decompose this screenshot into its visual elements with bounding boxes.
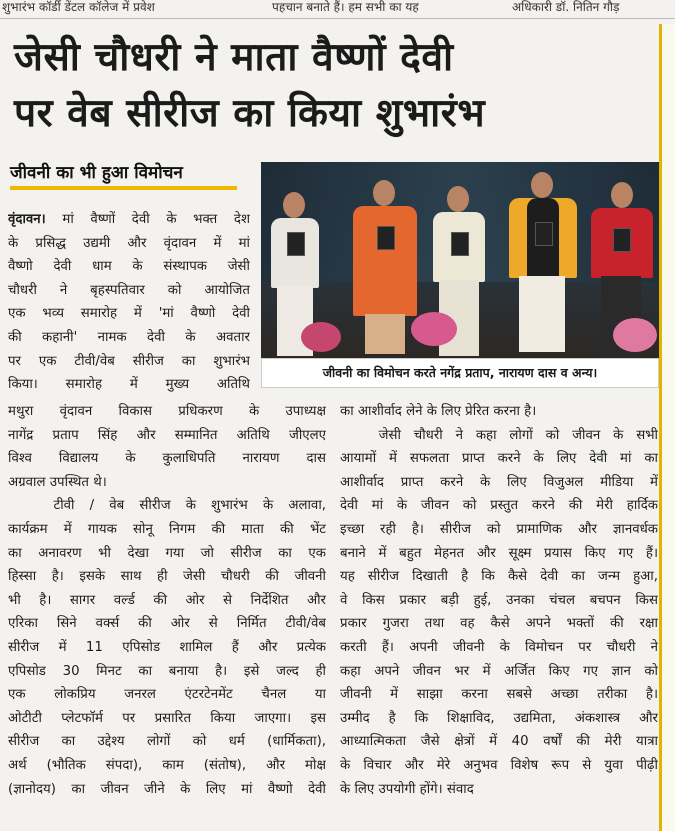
article-line: एरिका सिने वर्क्स की ओर से निर्मित टीवी/वेब [8,616,326,632]
person-4 [507,172,579,358]
top-strip-right: अधिकारी डॉ. नितिन गौड़ [512,0,620,14]
article-line: कार्यक्रम में गायक सोनू निगम की माता की भेंट [8,521,326,537]
article-line: सीरीज का उद्देश्य लोगों को धर्म (धार्मिकता), [8,734,326,750]
article-line: ओटीटी प्लेटफॉर्म पर प्रसारित किया जाएगा। इस [8,710,326,726]
article-line: नागेंद्र प्रताप सिंह और सम्मानित अतिथि जीएलए [8,427,326,443]
event-photo [261,162,659,358]
article-line: वैष्णो देवी धाम के संस्थापक जेसी [8,259,250,275]
article-line: एपिसोड 30 मिनट का बनाया है। इसे जल्द ही [8,663,326,679]
article-column-2 [340,400,658,801]
article-line: वे किस प्रकार बड़ी हुई, उनका चंचल बचपन किस [340,592,658,608]
top-strip-left: शुभारंभ कॉर्डी डेंटल कॉलेज में प्रवेश [2,0,155,14]
article-line: के विचार और मेरे अनुभव विशेष रूप से युवा पीढ़ी [340,757,658,773]
adjacent-column-rule [659,24,675,831]
article-line: एक भव्य समारोह में 'मां वैष्णो देवी [8,306,250,322]
article-line: मथुरा वृंदावन विकास प्रधिकरण के उपाध्यक्ष [8,404,326,419]
article-line: बनाने में बहुत मेहनत और सूक्ष्म प्रयास किए गए हैं। [340,545,658,561]
headline-line-1: जेसी चौधरी ने माता वैष्णों देवी [14,35,454,80]
article-line: किया। समारोह में मुख्य अतिथि [8,377,250,393]
subheading-underline [10,186,237,190]
article-line: आध्यात्मिकता जैसे क्षेत्रों में 40 वर्षों की मेरी यात्रा [340,734,658,750]
article-line: विश्व विद्यालय के कुलाधिपति नारायण दास [8,451,326,467]
top-strip [0,0,675,19]
subheading: जीवनी का भी हुआ विमोचन [10,163,183,183]
article-line: का आशीर्वाद लेने के लिए प्रेरित करना है। [340,404,537,419]
article-line: देवी मां के जीवन को प्रस्तुत करने की मेरी हार्दिक [340,498,658,514]
article-column-1-top [8,208,250,397]
flower-decoration [613,318,657,352]
article-line: (ज्ञानोदय) का जीवन जीने के लिए मां वैष्णो देवी [8,781,326,797]
article-line: उम्मीद है कि शिक्षाविद, उद्यमिता, अंकशास्त्र और [340,710,658,726]
article-line: के लिए उपयोगी होंगे। संवाद [340,781,474,797]
article-line: पर एक टीवी/वेब सीरीज का शुभारंभ [8,353,250,369]
article-line: इच्छा रही है। सीरीज को प्रामाणिक और ज्ञानवर्धक [340,521,658,537]
article-line: के प्रसिद्ध उद्यमी और वृंदावन में मां [8,235,250,251]
article-line: चौधरी ने बृहस्पतिवार को आयोजित [8,282,250,298]
article-line: प्रकार गुजरा तथा वह कैसे अपने भक्तों की रक्षा [340,616,658,632]
person-2 [349,180,421,358]
article-line: मां वैष्णों देवी के भक्त देश [45,212,250,227]
article-column-1 [8,400,326,801]
article-line: करती हैं। अपनी जीवनी के विमोचन पर चौधरी ने [340,639,658,655]
headline-line-2: पर वेब सीरीज का किया शुभारंभ [14,91,486,136]
article-line: आशीर्वाद प्राप्त करने के लिए विजुअल मीडिया में [340,474,658,490]
article-line: भी है। सागर वर्ल्ड की ओर से निर्देशित और [8,592,326,608]
article-line: सीरीज में 11 एपिसोड शामिल हैं और प्रत्येक [8,639,326,655]
dateline: वृंदावन। [8,212,46,227]
article-line: जेसी चौधरी ने कहा लोगों को जीवन के सभी [340,427,658,443]
article-line: कहा अपने जीवन भर में अर्जित किए गए ज्ञान को [340,663,658,679]
article-line: अर्थ (भौतिक संपदा), काम (संतोष), और मोक्ष [8,757,326,773]
article-line: टीवी / वेब सीरीज के शुभारंभ के अलावा, [8,498,326,514]
article-line: की कहानी' नामक देवी के अवतार [8,329,250,345]
headline [14,30,654,142]
top-strip-middle: पहचान बनाते हैं। हम सभी का यह [272,0,419,14]
article-line: एक लोकप्रिय जनरल एंटरटेनमेंट चैनल या [8,687,326,703]
article-line: जीवनी में साझा करना सबसे अच्छा तरीका है। [340,687,658,703]
flower-decoration [411,312,457,346]
flower-decoration [301,322,341,352]
article-line: का अनावरण भी देखा गया जो सीरीज का एक [8,545,326,561]
article-line: हिस्सा है। इसके साथ ही जेसी चौधरी की जीवनी [8,569,326,585]
article-line: आयामों में सफलता प्राप्त करने के लिए देवी मां का [340,451,658,467]
article-line: यह सीरीज दिखाती है कि कैसे देवी का जन्म हुआ, [340,569,658,585]
photo-caption: जीवनी का विमोचन करते नगेंद्र प्रताप, नारायण दास व अन्य। [261,358,659,388]
article-line: अग्रवाल उपस्थित थे। [8,474,107,490]
